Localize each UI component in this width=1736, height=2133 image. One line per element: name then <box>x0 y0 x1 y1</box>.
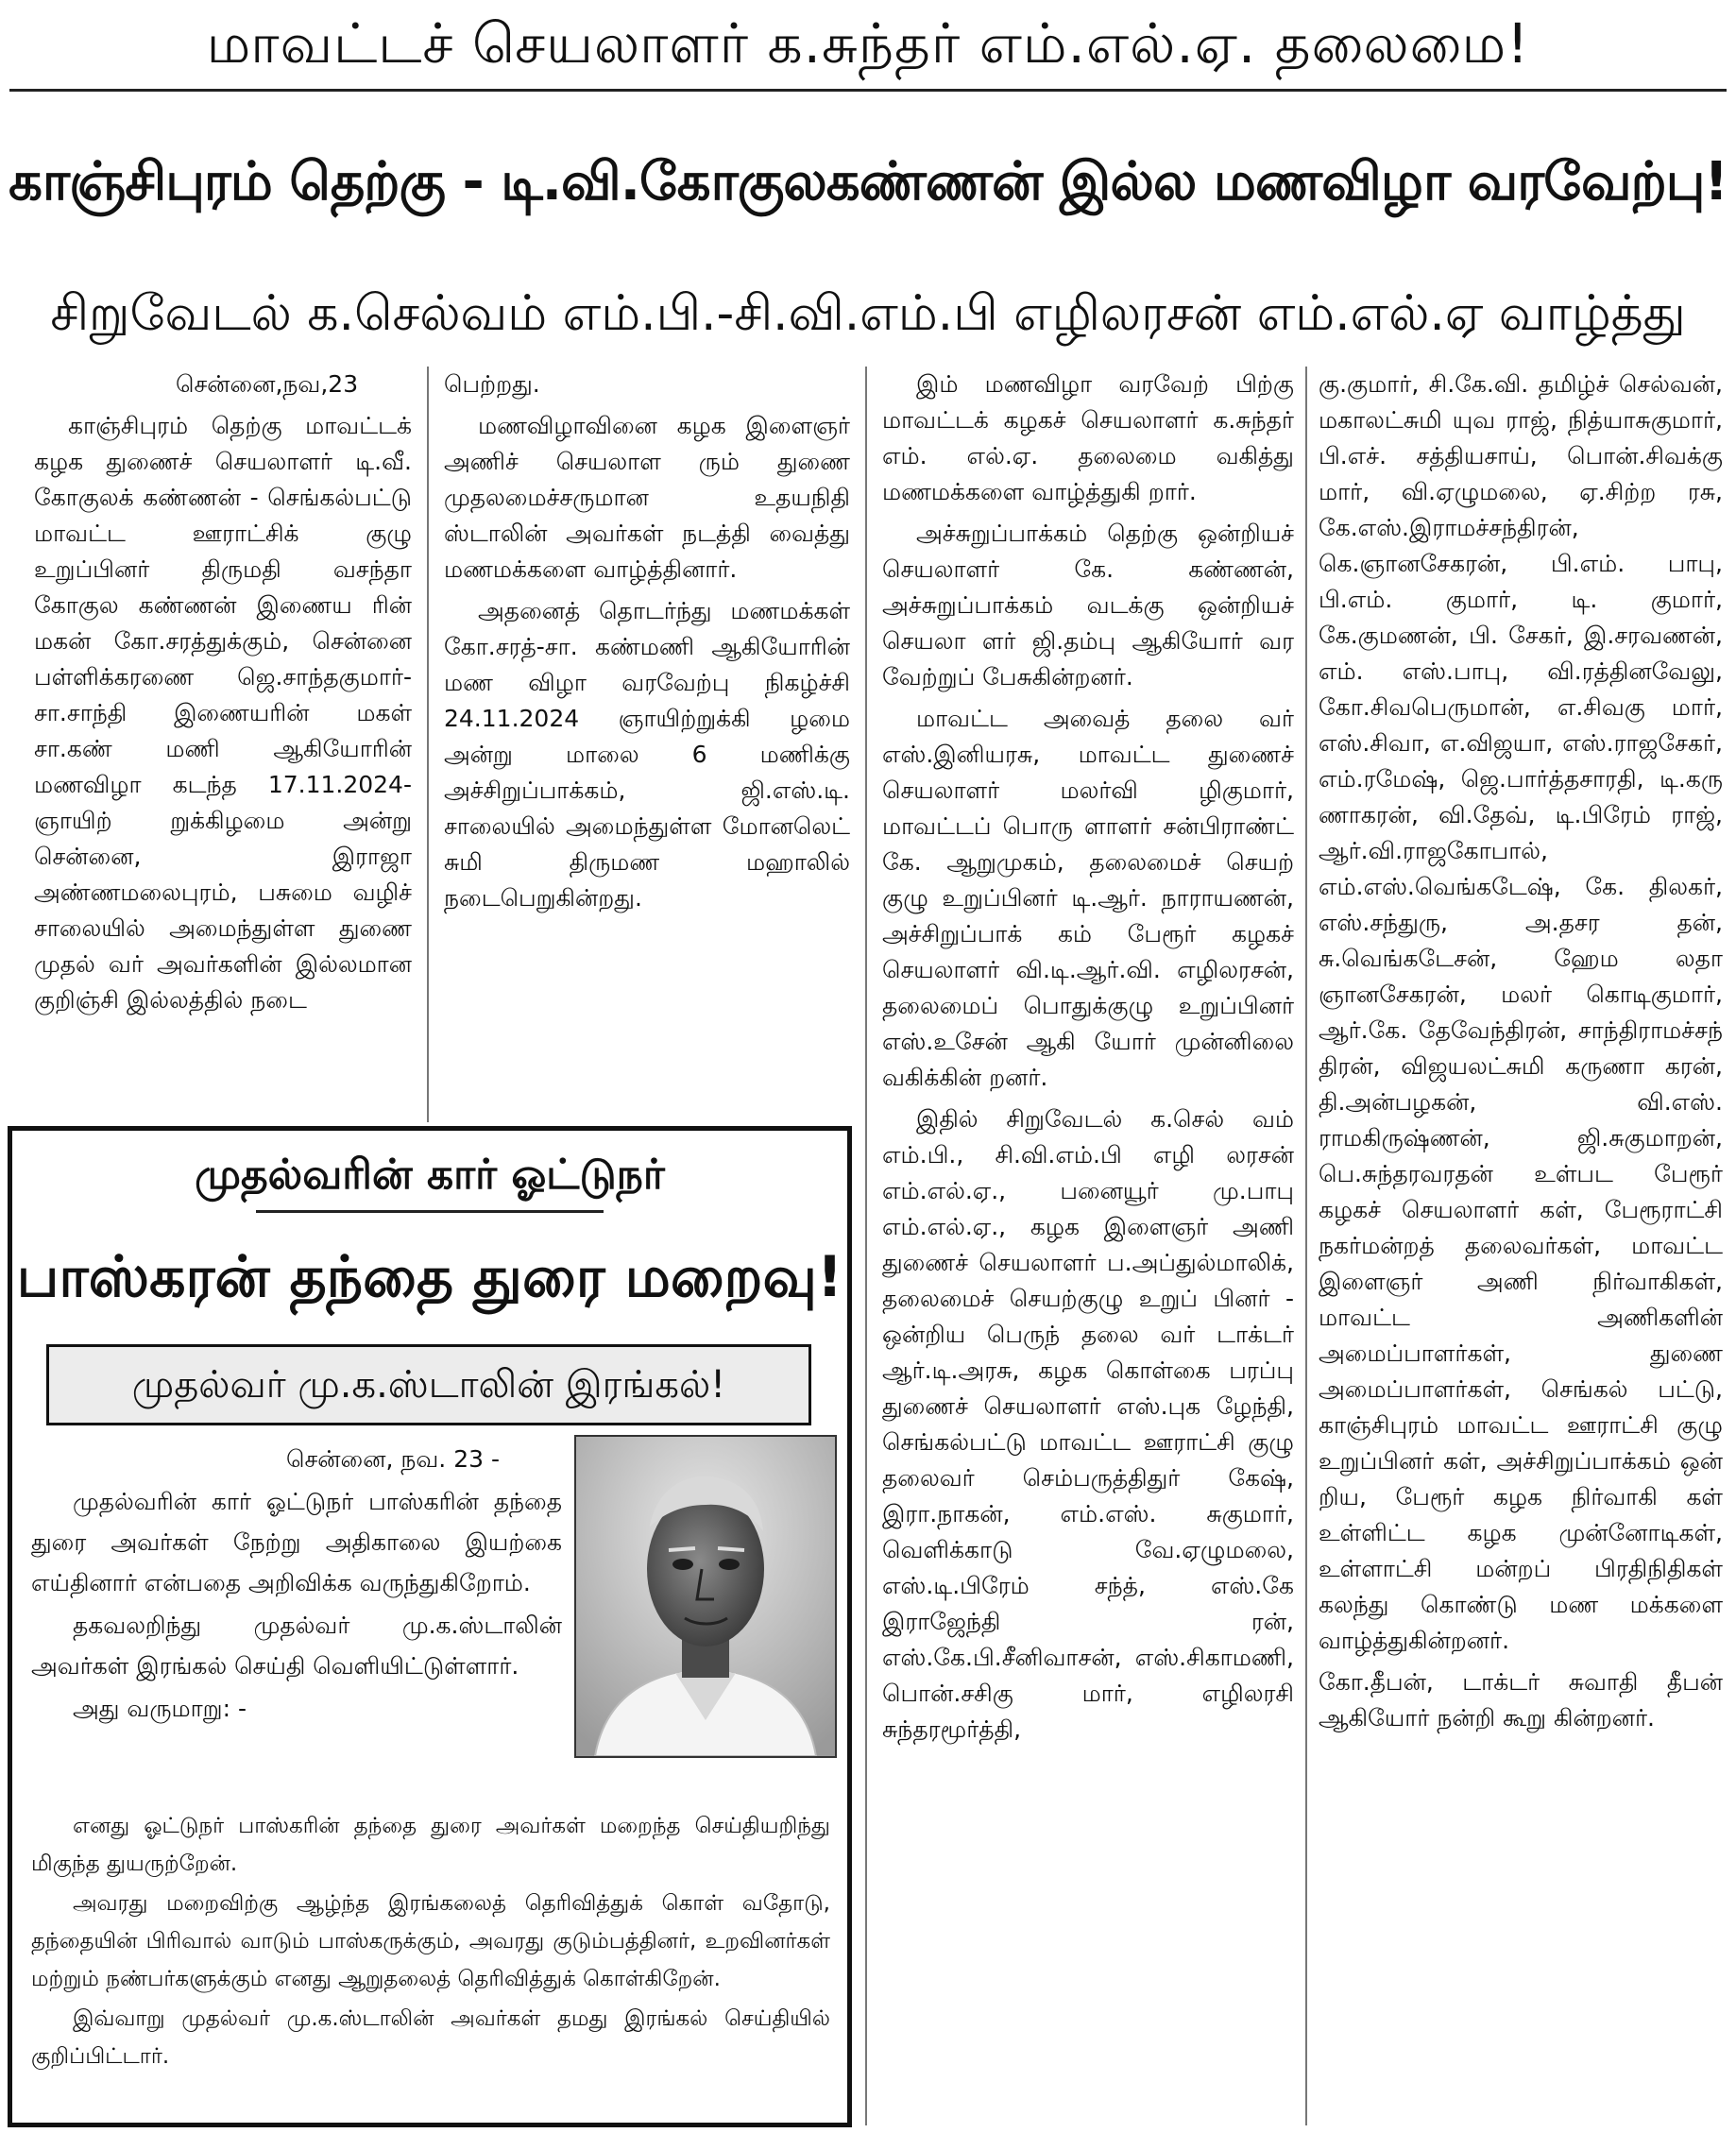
paragraph: தகவலறிந்து முதல்வர் மு.க.ஸ்டாலின் அவர்கள் இரங்கல் செய்தி வெளியிட்டுள்ளார். <box>31 1612 562 1680</box>
paragraph: இம் மணவிழா வரவேற் பிற்கு மாவட்டக் கழகச் செயலாளர் க.சுந்தர் எம். எல்.ஏ. தலைமை வகித்து மணமக்களை வாழ்த்துகி றார். <box>882 370 1294 505</box>
paragraph: அவரது மறைவிற்கு ஆழ்ந்த இரங்கலைத் தெரிவித்துக் கொள் வதோடு, தந்தையின் பிரிவால் வாடும் பாஸ்கருக்கும், அவரது குடும்பத்தினர், உறவினர்கள் மற்றும் நண்பர்களுக்கும் எனது ஆறுதலைத் தெரிவித்துக் கொள்கிறேன். <box>31 1891 830 1991</box>
paragraph: முதல்வரின் கார் ஓட்டுநர் பாஸ்கரின் தந்தை துரை அவர்கள் நேற்று அதிகாலை இயற்கை எய்தினார் என்பதை அறிவிக்க வருந்துகிறோம். <box>31 1488 562 1596</box>
column-rule <box>1305 367 1307 2125</box>
paragraph: அது வருமாறு: - <box>73 1695 247 1722</box>
obituary-subtitle: முதல்வர் மு.க.ஸ்டாலின் இரங்கல்! <box>46 1344 811 1425</box>
paragraph: பெற்றது. <box>444 370 540 398</box>
paragraph: இதில் சிறுவேடல் க.செல் வம் எம்.பி., சி.வி.எம்.பி எழி லரசன் எம்.எல்.ஏ., பனையூர் மு.பாபு எம்.எல்.ஏ., கழக இளைஞர் அணி துணைச் செயலாளர் ப.அப்துல்மாலிக், தலைமைச் செயற்குழு உறுப் பினர் - ஒன்றிய பெருந் தலை வர் டாக்டர் ஆர்.டி.அரசு, கழக கொள்கை பரப்பு துணைச் செயலாளர் எஸ்.புக ழேந்தி, செங்கல்பட்டு மாவட்ட ஊராட்சி குழு தலைவர் செம்பருத்திதுர் கேஷ், இரா.நாகன், எம்.எஸ். சுகுமார், வெளிக்காடு வே.ஏழுமலை, எஸ்.டி.பிரேம் சந்த், எஸ்.கே இராஜேந்தி ரன், எஸ்.கே.பி.சீனிவாசன், எஸ்.சிகாமணி, பொன்.சசிகு மார், எழிலரசி சுந்தரமூர்த்தி, <box>882 1105 1294 1743</box>
paragraph: மாவட்ட அவைத் தலை வர் எஸ்.இனியரசு, மாவட்ட துணைச் செயலாளர் மலர்வி ழிகுமார், மாவட்டப் பொரு ளாளர் சன்பிராண்ட் கே. ஆறுமுகம், தலைமைச் செயற் குழு உறுப்பினர் டி.ஆர். நாராயணன், அச்சிறுப்பாக் கம் பேரூர் கழகச் செயலாளர் வி.டி.ஆர்.வி. எழிலரசன், தலைமைப் பொதுக்குழு உறுப்பினர் எஸ்.உசேன் ஆகி யோர் முன்னிலை வகிக்கின் றனர். <box>882 705 1294 1091</box>
paragraph: எனது ஓட்டுநர் பாஸ்கரின் தந்தை துரை அவர்கள் மறைந்த செய்தியறிந்து மிகுந்த துயருற்றேன். <box>31 1814 830 1876</box>
column-rule <box>865 367 867 2125</box>
paragraph: அதனைத் தொடர்ந்து மணமக்கள் கோ.சரத்-சா. கண்மணி ஆகியோரின் மண விழா வரவேற்பு நிகழ்ச்சி 24.11.2024 ஞாயிற்றுக்கி ழமை அன்று மாலை 6 மணிக்கு அச்சிறுப்பாக்கம், ஜி.எஸ்.டி. சாலையில் அமைந்துள்ள மோனலெட் சுமி திருமண மஹாலில் நடைபெறுகின்றது. <box>444 597 850 912</box>
paragraph: காஞ்சிபுரம் தெற்கு மாவட்டக் கழக துணைச் செயலாளர் டி.வீ. கோகுலக் கண்ணன் - செங்கல்பட்டு மாவட்ட ஊராட்சிக் குழு உறுப்பினர் திருமதி வசந்தா கோகுல கண்ணன் இணைய ரின் மகன் கோ.சரத்துக்கும், சென்னை பள்ளிக்கரணை ஜெ.சாந்தகுமார்- சா.சாந்தி இணையரின் மகள் சா.கண் மணி ஆகியோரின் மணவிழா கடந்த 17.11.2024-ஞாயிற் றுக்கிழமை அன்று சென்னை, இராஜா அண்ணமலைபுரம், பசுமை வழிச் சாலையில் அமைந்துள்ள துணை முதல் வர் அவர்களின் இல்லமான குறிஞ்சி இல்லத்தில் நடை <box>34 412 412 1014</box>
article-column-4 <box>1319 367 1723 2125</box>
column-rule <box>427 367 429 1122</box>
obituary-kicker: முதல்வரின் கார் ஓட்டுநர் <box>195 1151 665 1199</box>
obituary-body-bottom <box>31 1807 830 2077</box>
obituary-dateline: சென்னை, நவ. 23 - <box>286 1445 500 1473</box>
main-headline: காஞ்சிபுரம் தெற்கு - டி.வி.கோகுலகண்ணன் இல்ல மணவிழா வரவேற்பு! <box>9 151 1727 213</box>
sub-headline: சிறுவேடல் க.செல்வம் எம்.பி.-சி.வி.எம்.பி எழிலரசன் எம்.எல்.ஏ வாழ்த்து <box>50 285 1686 342</box>
article-column-3 <box>882 367 1294 2125</box>
article-column-1 <box>34 367 412 1118</box>
paragraph: கு.குமார், சி.கே.வி. தமிழ்ச் செல்வன், மகாலட்சுமி யுவ ராஜ், நித்யாசுகுமார், பி.எச். சத்தியசாய், பொன்.சிவக்கு மார், வி.ஏழுமலை, ஏ.சிற்ற ரசு, கே.எஸ்.இராமச்சந்திரன், கெ.ஞானசேகரன், பி.எம். பாபு, பி.எம். குமார், டி. குமார், கே.குமணன், பி. சேகர், இ.சரவணன், எம். எஸ்.பாபு, வி.ரத்தினவேலு, கோ.சிவபெருமான், எ.சிவகு மார், எஸ்.சிவா, எ.விஜயா, எஸ்.ராஜசேகர், எம்.ரமேஷ், ஜெ.பார்த்தசாரதி, டி.கரு ணாகரன், வி.தேவ், டி.பிரேம் ராஜ், ஆர்.வி.ராஜகோபால், எம்.எஸ்.வெங்கடேஷ், கே. திலகர், எஸ்.சந்துரு, அ.தசர தன், சு.வெங்கடேசன், ஹேம லதா ஞானசேகரன், மலர் கொடிகுமார், ஆர்.கே. தேவேந்திரன், சாந்திராமச்சந் திரன், விஜயலட்சுமி கருணா கரன், தி.அன்பழகன், வி.எஸ். ராமகிருஷ்ணன், ஜி.சுகுமாறன், பெ.சுந்தரவரதன் உள்பட பேரூர் கழகச் செயலாளர் கள், பேரூராட்சி நகர்மன்றத் தலைவர்கள், மாவட்ட இளைஞர் அணி நிர்வாகிகள், மாவட்ட அணிகளின் அமைப்பாளர்கள், துணை அமைப்பாளர்கள், செங்கல் பட்டு, காஞ்சிபுரம் மாவட்ட ஊராட்சி குழு உறுப்பினர் கள், அச்சிறுப்பாக்கம் ஒன் றிய, பேரூர் கழக நிர்வாகி கள் உள்ளிட்ட கழக முன்னோடிகள், உள்ளாட்சி மன்றப் பிரதிநிதிகள் கலந்து கொண்டு மண மக்களை வாழ்த்துகின்றனர். <box>1319 370 1723 1654</box>
article-column-2 <box>444 367 850 1084</box>
portrait-photo <box>574 1435 837 1758</box>
kicker-rule <box>9 89 1727 92</box>
obituary-title: பாஸ்கரன் தந்தை துரை மறைவு! <box>16 1244 843 1310</box>
paragraph: அச்சுறுப்பாக்கம் தெற்கு ஒன்றியச் செயலாளர் கே. கண்ணன், அச்சுறுப்பாக்கம் வடக்கு ஒன்றியச் செயலா ளர் ஜி.தம்பு ஆகியோர் வர வேற்றுப் பேசுகின்றனர். <box>882 520 1294 691</box>
kicker-line: மாவட்டச் செயலாளர் க.சுந்தர் எம்.எல்.ஏ. தலைமை! <box>206 11 1530 76</box>
paragraph: இவ்வாறு முதல்வர் மு.க.ஸ்டாலின் அவர்கள் தமது இரங்கல் செய்தியில் குறிப்பிட்டார். <box>31 2006 830 2069</box>
portrait-illustration <box>576 1437 835 1756</box>
paragraph: மணவிழாவினை கழக இளைஞர் அணிச் செயலாள ரும் துணை முதலமைச்சருமான உதயநிதி ஸ்டாலின் அவர்கள் நடத்தி வைத்து மணமக்களை வாழ்த்தினார். <box>444 412 850 583</box>
obituary-box <box>8 1126 852 2127</box>
obituary-body-top <box>31 1439 562 1731</box>
obituary-kicker-rule <box>256 1210 604 1213</box>
article-dateline: சென்னை,நவ,23 <box>176 370 359 398</box>
paragraph: கோ.தீபன், டாக்டர் சுவாதி தீபன் ஆகியோர் நன்றி கூறு கின்றனர். <box>1319 1668 1723 1732</box>
